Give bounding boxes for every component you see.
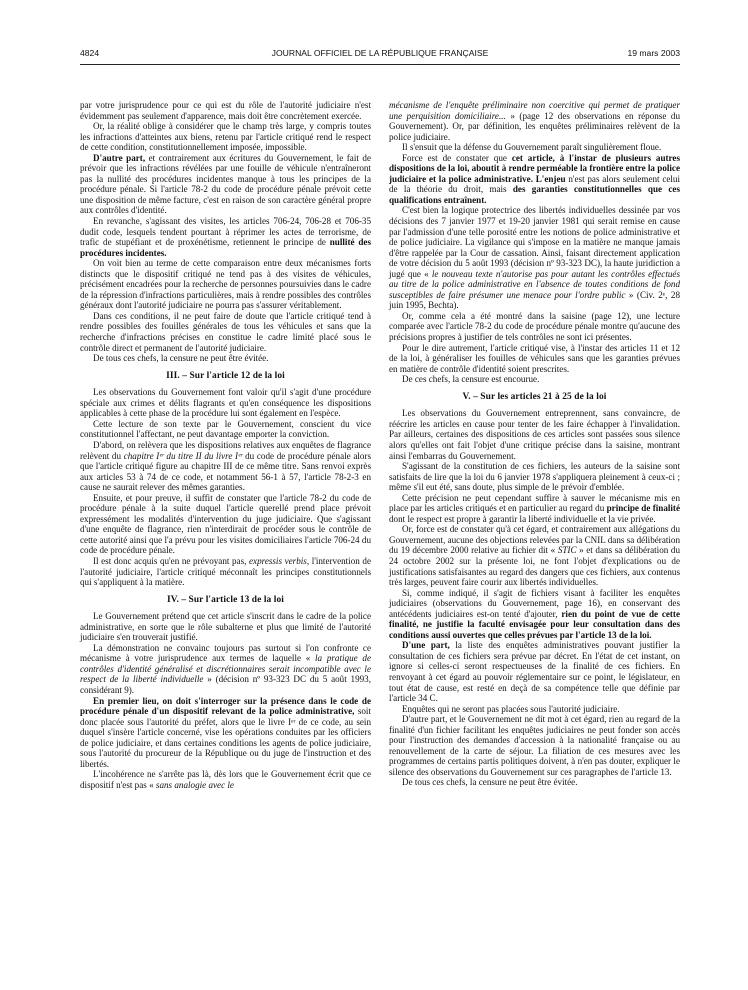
paragraph: L'incohérence ne s'arrête pas là, dès lors que le Gouvernement écrit que ce dispositif n'est pas « sans analogie avec le: [80, 769, 371, 790]
paragraph: Enquêtes qui ne seront pas placées sous l'autorité judiciaire.: [402, 703, 620, 714]
journal-title: JOURNAL OFFICIEL DE LA RÉPUBLIQUE FRANÇAISE: [271, 48, 489, 58]
paragraph: Les observations du Gouvernement font valoir qu'il s'agit d'une procédure spéciale aux crimes et délits flagrants et qu'en conséquence les dispositions applicables à cette phase de la procédure lui sont également en l'espèce.: [80, 387, 371, 419]
paragraph: Or, comme cela a été montré dans la saisine (page 12), une lecture comparée avec l'article 78-2 du code de procédure pénale montre qu'aucune des précisions propres à justifier de tels contrôles ne sont ici présentes.: [389, 310, 680, 343]
paragraph: Cette lecture de son texte par le Gouvernement, conscient du vice constitutionnel l'affectant, ne peut davantage emporter la conviction.: [80, 418, 371, 440]
section-heading-iv: IV. – Sur l'article 13 de la loi: [167, 594, 284, 605]
header-rule: [80, 64, 680, 65]
right-column: [389, 100, 680, 788]
paragraph: Or, force est de constater qu'à cet égard, et contrairement aux allégations du Gouvernement, aucune des objections relevées par la CNIL dans sa délibération du 19 décembre 2000 relative au fichier dit « STIC » et dans sa délibération du 24 octobre 2002 sur la présente loi, ne font l'objet d'explications ou de justifications satisfaisantes au regard des dangers que ces fichiers, aux contenus très larges, peuvent faire courir aux libertés individuelles.: [389, 524, 680, 588]
paragraph: De ces chefs, la censure est encourue.: [402, 374, 540, 385]
paragraph: Ensuite, et pour preuve, il suffit de constater que l'article 78-2 du code de procédure pénale à la suite duquel l'article querellé prend place prévoit expressément les modalités d'intervention du juge judiciaire. Que s'agissant d'une enquête de flagrance, rien n'interdirait de procéder sous le contrôle de cette autorité ainsi que l'a prévu pour les visites domiciliaires l'article 706-24 du code de procédure pénale.: [80, 492, 371, 556]
paragraph: D'abord, on relèvera que les dispositions relatives aux enquêtes de flagrance relèvent du chapitre Iᵉʳ du titre II du livre Iᵉʳ du code de procédure pénale alors que l'article critiqué figure au chapitre III de ce même titre. Sans renvoi exprès aux articles 53 à 74 de ce code, et notamment 56-1 à 57, l'article 78-2-3 en cause ne saurait relever des mêmes garanties.: [80, 439, 371, 493]
paragraph: La démonstration ne convainc toujours pas surtout si l'on confronte ce mécanisme à votre jurisprudence aux termes de laquelle « la pratique de contrôles d'identité généralisé et discrétionnaires serait incompatible avec le respect de la liberté individuelle » (décision nº 93-323 DC du 5 août 1993, considérant 9).: [80, 642, 371, 695]
paragraph: Les observations du Gouvernement entreprennent, sans convaincre, de réécrire les articles en cause pour tenter de les faire échapper à l'invalidation. Par ailleurs, certaines des dispositions de ces articles sont passées sous silence alors qu'elles ont fait l'objet d'une critique précise dans la saisine, montrant ainsi l'embarras du Gouvernement.: [389, 408, 680, 461]
paragraph: On voit bien au terme de cette comparaison entre deux mécanismes forts distincts que le dispositif critiqué ne tend pas à des visites de véhicules, précisément encadrées pour la recherche de personnes poursuivies dans le cadre de la répression d'infractions particulières, mais à rendre possibles des contrôles généraux dont l'autorité judiciaire ne pourra pas s'assurer véritablement.: [80, 258, 371, 311]
paragraph: En revanche, s'agissant des visites, les articles 706-24, 706-28 et 706-35 dudit code, lesquels tendent pourtant à réprimer les actes de terrorisme, de trafic de stupéfiant et de proxénétisme, retiennent le principe de nullité des procédures incidentes.: [80, 216, 371, 258]
paragraph: Pour le dire autrement, l'article critiqué vise, à l'instar des articles 11 et 12 de la loi, à généraliser les fouilles de véhicules sans que les garanties prévues en matière de contrôle d'identité soient prescrites.: [389, 342, 680, 374]
paragraph: Dans ces conditions, il ne peut faire de doute que l'article critiqué tend à rendre possibles des fouilles générales de tous les véhicules et sans que la recherche d'infractions précises en constitue le cadre limité placé sous le contrôle direct et permanent de l'autorité judiciaire.: [80, 310, 371, 353]
paragraph: Le Gouvernement prétend que cet article s'inscrit dans le cadre de la police administrative, en sorte que le rôle subalterne et plus que limité de l'autorité judiciaire s'en trouverait justifié.: [80, 611, 371, 643]
paragraph: Si, comme indiqué, il s'agit de fichiers visant à faciliter les enquêtes judiciaires (observations du Gouvernement, page 16), en conservant des antécédents judiciaires est-on tenté d'ajouter, rien du point de vue de cette finalité, ne justifie la faculté envisagée pour leur consultation dans des conditions aussi ouvertes que celles prévues par l'article 13 de la loi.: [389, 587, 680, 640]
paragraph: De tous ces chefs, la censure ne peut être évitée.: [402, 777, 578, 788]
paragraph: D'une part, la liste des enquêtes administratives pouvant justifier la consultation de ces fichiers sera prévue par décret. En l'état de cet instant, on ignore si celles-ci seront respectueuses de la finalité de ces fichiers. En renvoyant à cet égard au pouvoir réglementaire sur ce point, le législateur, en tout état de cause, est resté en deçà de sa compétence telle que définie par l'article 34 C.: [389, 640, 680, 704]
paragraph: S'agissant de la constitution de ces fichiers, les auteurs de la saisine sont satisfaits de lire que la loi du 6 janvier 1978 s'appliquera pleinement à ceux-ci ; même s'il eut été, sans doute, plus simple de le prévoir d'emblée.: [389, 461, 680, 493]
paragraph: C'est bien la logique protectrice des libertés individuelles dessinée par vos décisions des 7 janvier 1977 et 19-20 janvier 1981 qui serait remise en cause par l'admission d'une telle porosité entre les notions de police administrative et de police judiciaire. La vigilance qui s'impose en la matière ne manque jamais d'être rappelée par la Cour de cassation. Ainsi, faisant directement application de votre décision du 5 août 1993 (décision nº 93-323 DC), la haute juridiction a jugé que « le nouveau texte n'autorise pas pour autant les contrôles effectués au titre de la police administrative en l'absence de toutes conditions de fond susceptibles de faire présumer une menace pour l'ordre public » (Civ. 2ᵉ, 28 juin 1995, Bechta).: [389, 205, 680, 311]
paragraph: De tous ces chefs, la censure ne peut être évitée.: [93, 353, 269, 364]
paragraph: Or, la réalité oblige à considérer que le champ très large, y compris toutes les infractions d'atteintes aux biens, retenu par l'article critiqué rend le respect de cette condition, constitutionnellement imposée, impossible.: [80, 121, 371, 153]
paragraph: En premier lieu, on doit s'interroger sur la présence dans le code de procédure pénale d'un dispositif relevant de la police administrative, soit donc placée sous l'autorité du préfet, alors que le livre Iᵉʳ de ce code, au sein duquel s'insère l'article concerné, vise les opérations conduites par les officiers de police judiciaire, et dans certaines conditions les agents de police judiciaire, sous l'autorité du procureur de la République ou du juge de l'instruction et des libertés.: [80, 695, 371, 769]
page-number: 4824: [80, 48, 100, 58]
paragraph: par votre jurisprudence pour ce qui est du rôle de l'autorité judiciaire n'est évidemment pas seulement d'apparence, mais doit être concrètement exercée.: [80, 100, 371, 121]
paragraph: mécanisme de l'enquête préliminaire non coercitive qui permet de pratiquer une perquisition domiciliaire... » (page 12 des observations en réponse du Gouvernement). Or, par définition, les enquêtes préliminaires relèvent de la police judiciaire.: [389, 100, 680, 142]
section-heading-iii: III. – Sur l'article 12 de la loi: [166, 370, 285, 381]
page-header: [80, 48, 680, 60]
publication-date: 19 mars 2003: [627, 48, 680, 58]
paragraph: Cette précision ne peut cependant suffire à sauver le mécanisme mis en place par les articles critiqués et en particulier au regard du principe de finalité dont le respect est propre à garantir la liberté individuelle et la vie privée.: [389, 492, 680, 524]
paragraph: Force est de constater que cet article, à l'instar de plusieurs autres dispositions de la loi, aboutit à rendre perméable la frontière entre la police judiciaire et la police administrative. L'enjeu n'est pas alors seulement celui de la théorie du droit, mais des garanties constitutionnelles que ces qualifications entraînent.: [389, 152, 681, 205]
section-heading-v: V. – Sur les articles 21 à 25 de la loi: [462, 391, 607, 402]
paragraph: Il s'ensuit que la défense du Gouvernement paraît singulièrement floue.: [402, 142, 662, 153]
paragraph: D'autre part, et contrairement aux écritures du Gouvernement, le fait de prévoir que les infractions révélées par une fouille de véhicule n'entraîneront pas la nullité des procédures incidentes manque à tous les principes de la procédure pénale. Si l'article 78-2 du code de procédure pénale prévoit cette une disposition de même facture, c'est en raison de son caractère général propre aux contrôles d'identité.: [80, 152, 371, 216]
left-column: [80, 100, 371, 790]
paragraph: D'autre part, et le Gouvernement ne dit mot à cet égard, rien au regard de la finalité d'un fichier facilitant les enquêtes judiciaires ne peut fonder son accès pour l'instruction des demandes d'accession à la nationalité française ou au renouvellement de la carte de séjour. La filiation de ces mesures avec les programmes de certains partis politiques doivent, à n'en pas douter, expliquer le silence des observations du Gouvernement sur ces paragraphes de l'article 13.: [389, 714, 680, 777]
paragraph: Il est donc acquis qu'en ne prévoyant pas, expressis verbis, l'intervention de l'autorité judiciaire, l'article critiqué méconnaît les principes constitutionnels qui s'appliquent à la matière.: [80, 555, 371, 588]
